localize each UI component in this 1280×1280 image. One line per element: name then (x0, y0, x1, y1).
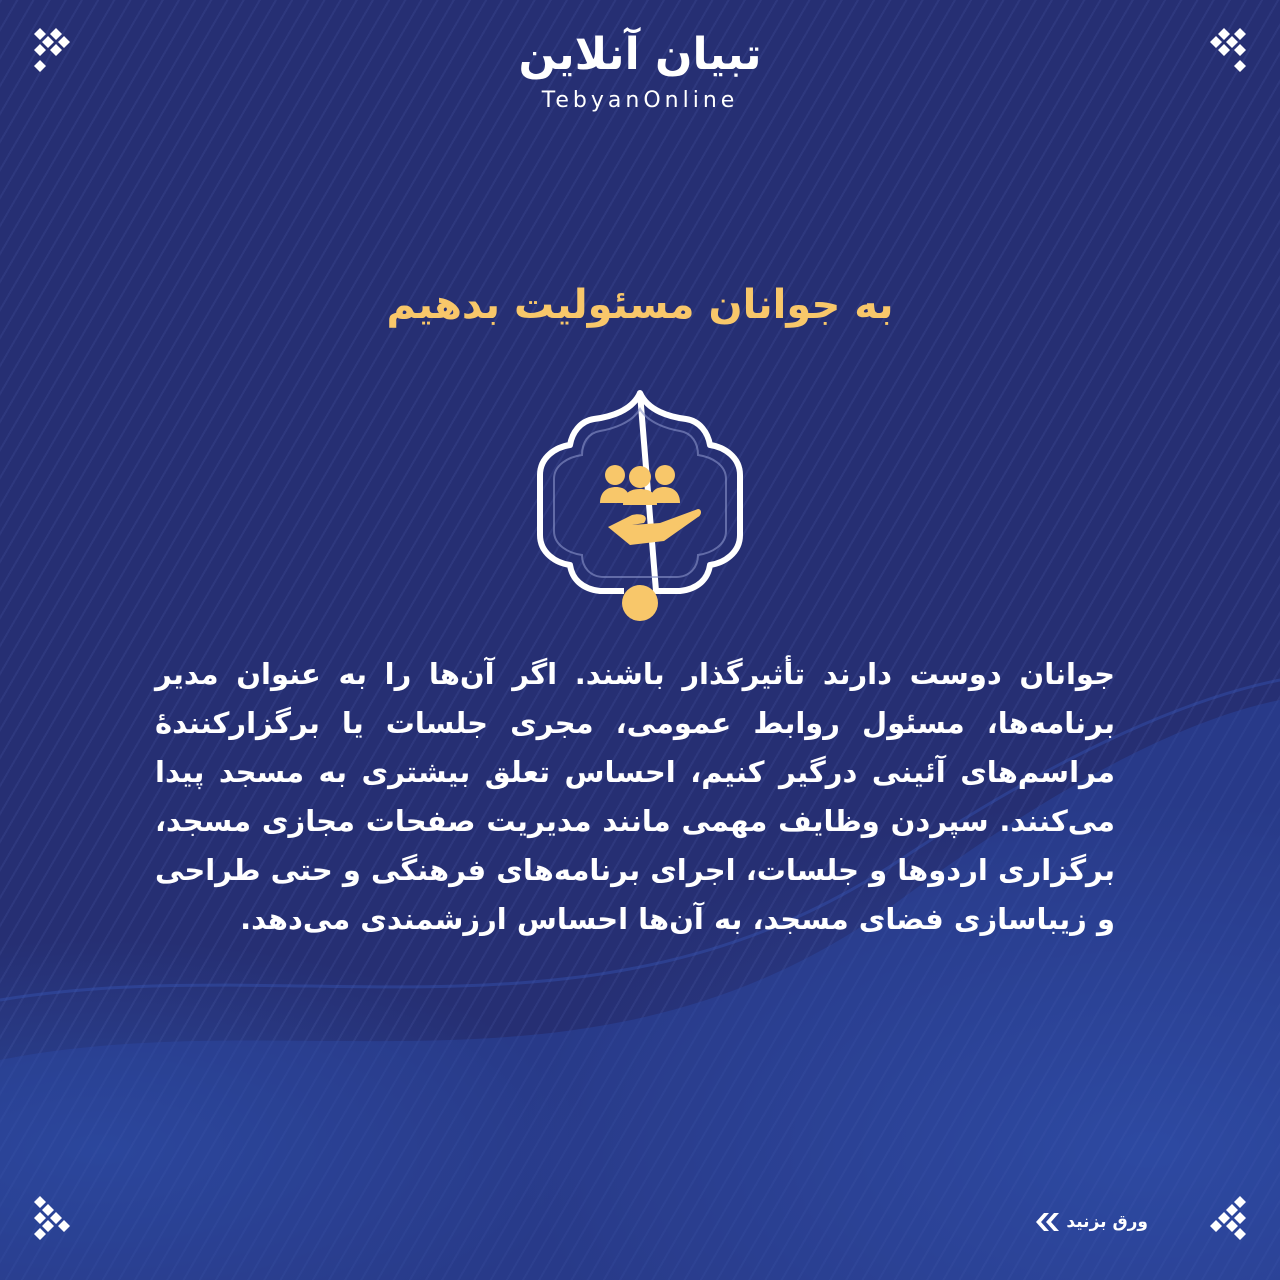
corner-pattern-icon (34, 1196, 78, 1240)
brand-logo (0, 30, 1280, 113)
corner-pattern-icon (1202, 28, 1246, 72)
group-in-hand-icon (520, 385, 760, 625)
brand-name-fa: تبیان آنلاین (518, 29, 762, 80)
swipe-hint[interactable] (1036, 1212, 1148, 1232)
corner-pattern-icon (1202, 1196, 1246, 1240)
page-title: به جوانان مسئولیت بدهیم (386, 282, 894, 328)
double-chevron-left-icon (1036, 1213, 1060, 1231)
swipe-label: ورق بزنید (1066, 1212, 1148, 1232)
corner-pattern-icon (34, 28, 78, 72)
body-paragraph: جوانان دوست دارند تأثیرگذار باشند. اگر آن‌ها را به عنوان مدیر برنامه‌ها، مسئول روابط عمومی، مجری جلسات یا برگزارکنندهٔ مراسم‌های آئینی درگیر کنیم، احساس تعلق بیشتری به مسجد پیدا می‌کنند. سپردن وظایف مهمی مانند مدیریت صفحات مجازی مسجد، برگزاری اردوها و جلسات، اجرای برنامه‌های فرهنگی و حتی طراحی و زیباسازی فضای مسجد، به آن‌ها احساس ارزشمندی می‌دهد. (155, 657, 1115, 936)
brand-name-en: TebyanOnline (541, 88, 739, 113)
